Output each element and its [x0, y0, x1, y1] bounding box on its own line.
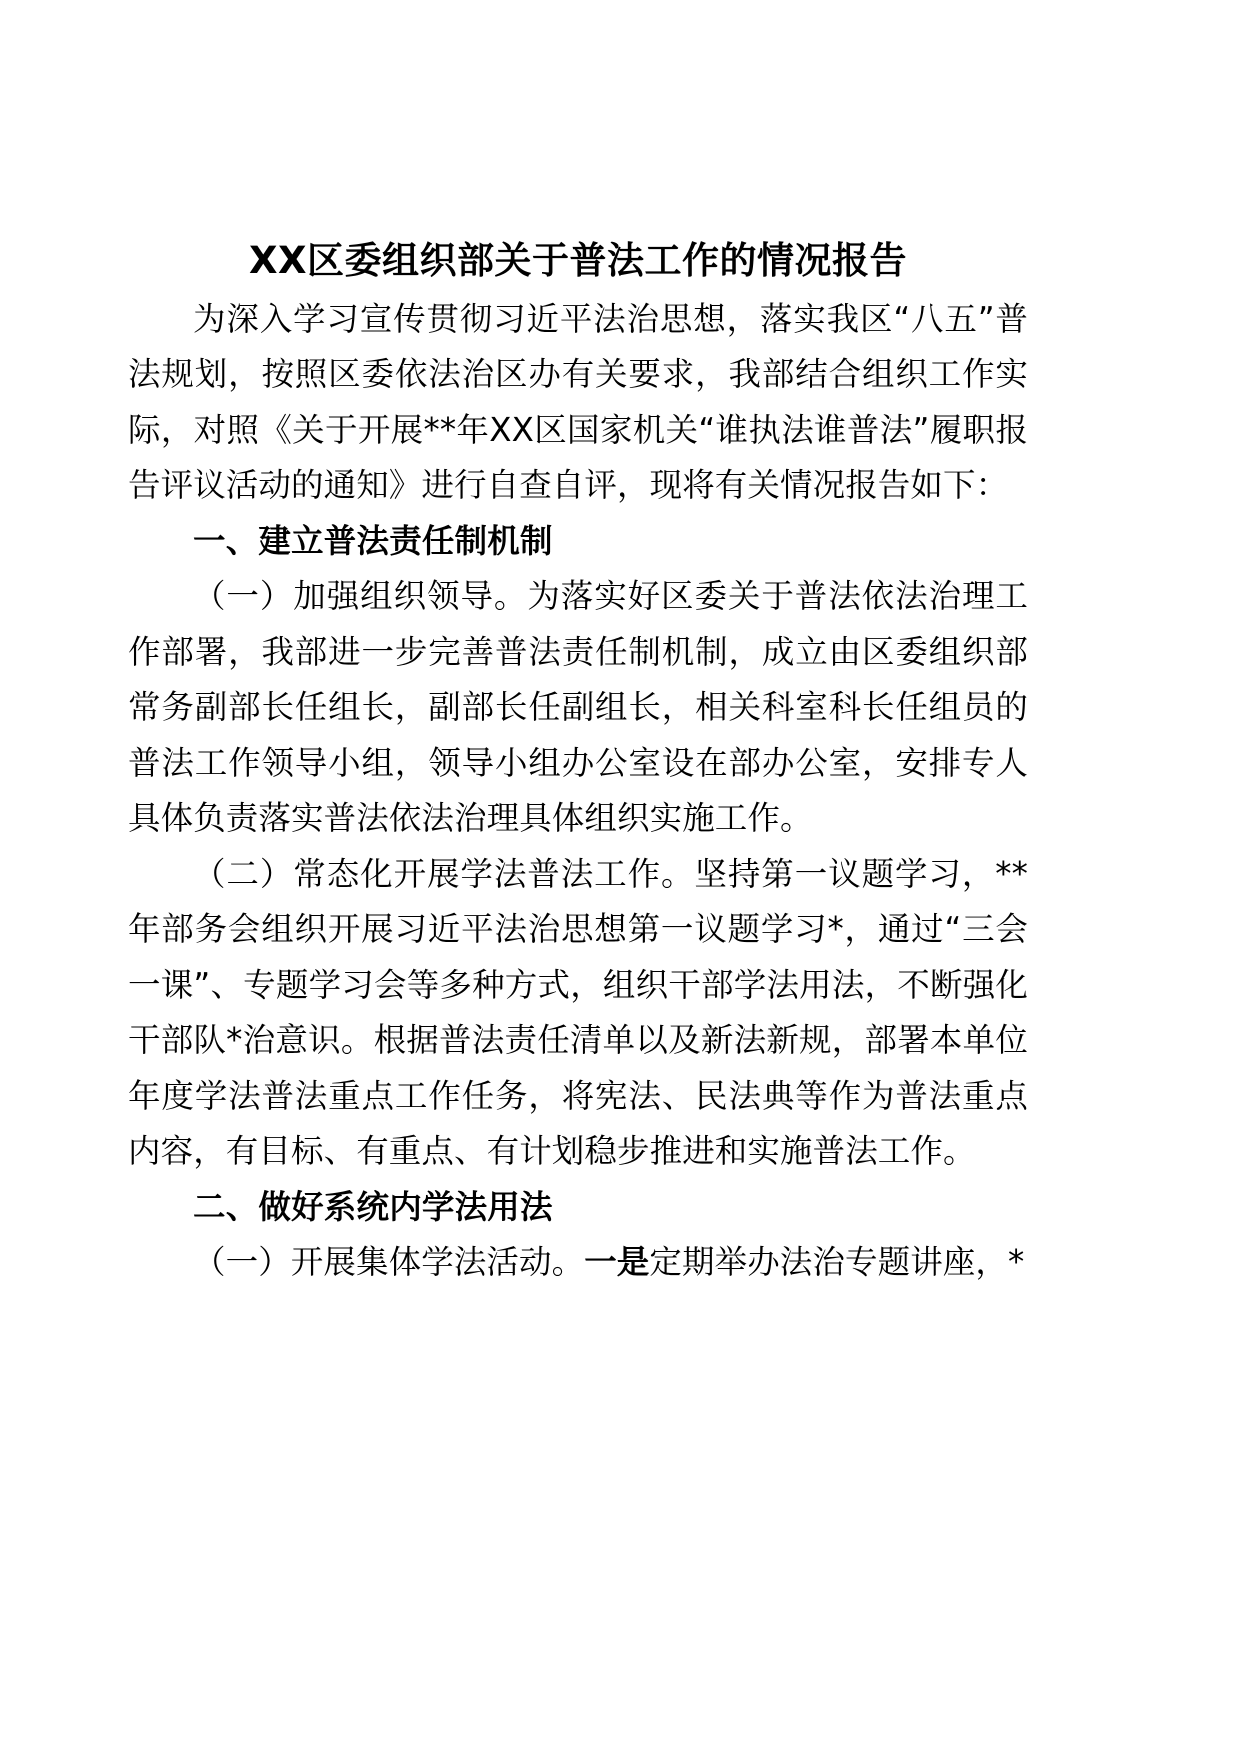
document-body — [128, 0, 1028, 1291]
section-heading-1: 一、建立普法责任制机制 — [193, 521, 553, 560]
page-title: XX区委组织部关于普法工作的情况报告 — [248, 239, 908, 282]
section-2-item-1-suffix: 定期举办法治专题讲座，* — [649, 1243, 1025, 1282]
section-heading-2: 二、做好系统内学法用法 — [193, 1187, 553, 1226]
section-2-item-1-prefix: （一）开展集体学法活动。 — [193, 1243, 585, 1282]
section-2-item-1-emphasis: 一是 — [584, 1243, 650, 1282]
section-2-item-1 — [128, 1235, 1028, 1291]
section-1-item-2: （二）常态化开展学法普法工作。坚持第一议题学习，**年部务会组织开展习近平法治思想第一议题学习*，通过“三会一课”、专题学习会等多种方式，组织干部学法用法，不断强化干部队*治意识。根据普法责任清单以及新法新规，部署本单位年度学法普法重点工作任务，将宪法、民法典等作为普法重点内容，有目标、有重点、有计划稳步推进和实施普法工作。 — [128, 854, 1028, 1171]
intro-paragraph: 为深入学习宣传贯彻习近平法治思想，落实我区“八五”普法规划，按照区委依法治区办有关要求，我部结合组织工作实际，对照《关于开展**年XX区国家机关“谁执法谁普法”履职报告评议活动的通知》进行自查自评，现将有关情况报告如下： — [128, 299, 1028, 505]
section-1-item-1: （一）加强组织领导。为落实好区委关于普法依法治理工作部署，我部进一步完善普法责任制机制，成立由区委组织部常务副部长任组长，副部长任副组长，相关科室科长任组员的普法工作领导小组，领导小组办公室设在部办公室，安排专人具体负责落实普法依法治理具体组织实施工作。 — [128, 577, 1028, 838]
